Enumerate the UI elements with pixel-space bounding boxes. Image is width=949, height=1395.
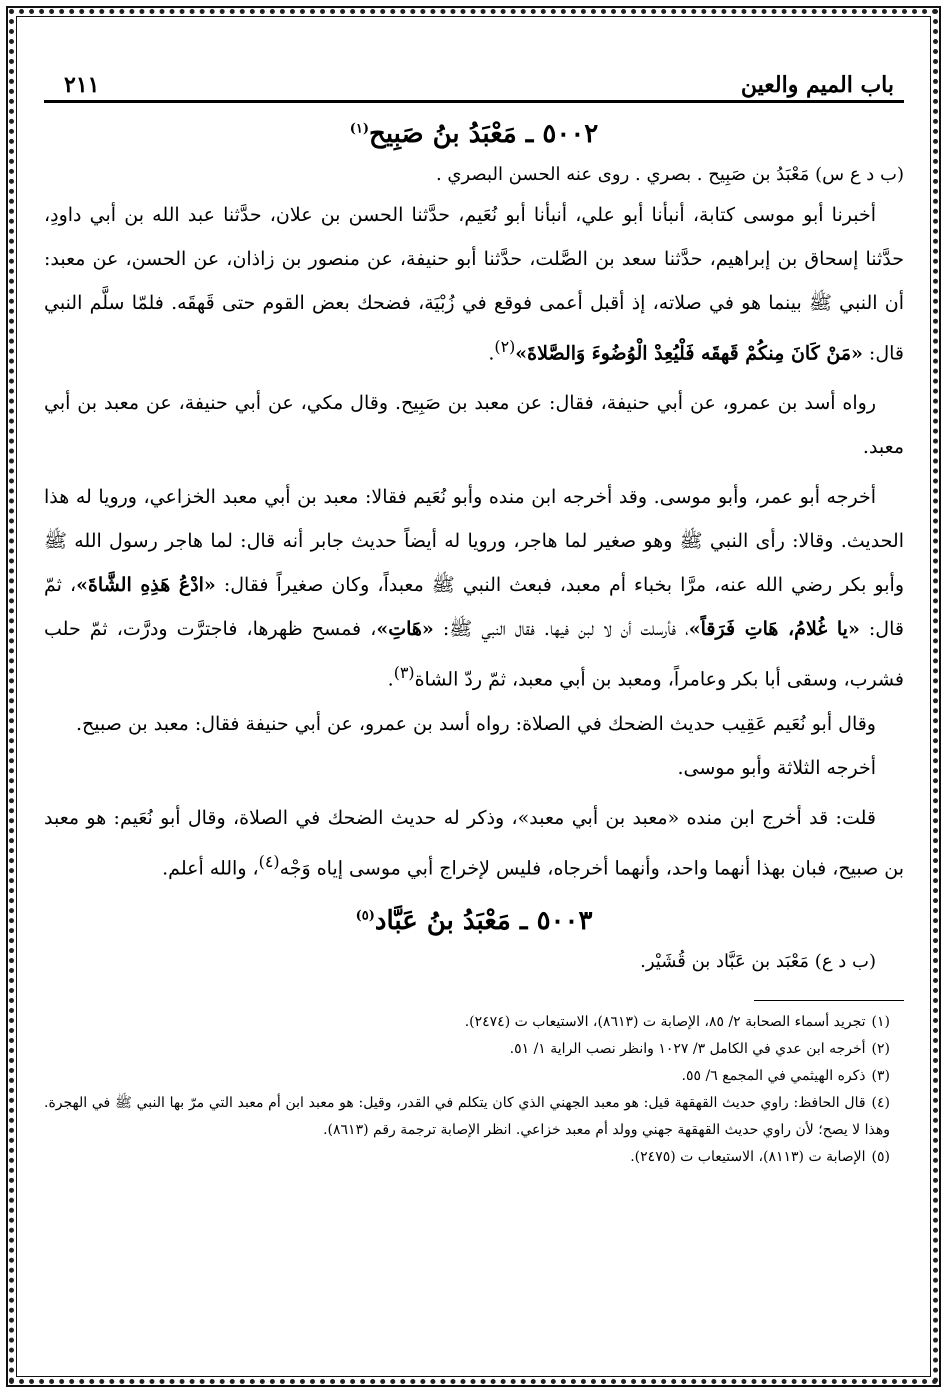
footnote-text: قال الحافظ: راوي حديث القهقهة قيل: هو معبد الجهني الذي كان يتكلم في القدر، وقيل: هو معبد ابن أم معبد التي مرّ بها النبي ﷺ في الهجرة. وهذا لا يصح؛ لأن راوي حديث القهقهة جهني وولد أم معبد خزاعي. انظر الإصابة ترجمة رقم (٨٦١٣).: [44, 1094, 890, 1138]
entry-title-text: ٥٠٠٣ ـ مَعْبَدُ بنُ عَبَّاد: [374, 905, 593, 936]
entry-source-line: (ب د ع س) مَعْبَدُ بن صَبِيح . بصري . روى عنه الحسن البصري .: [435, 164, 904, 185]
paragraph-text: أخبرنا أبو موسى كتابة، أنبأنا أبو علي، أنبأنا أبو نُعَيم، حدَّثنا الحسن بن علان، حدَّثنا عبد الله بن أبي داودِ، حدَّثنا إسحاق بن إبراهيم، حدَّثنا سعد بن الصَّلت، حدَّثنا أبو حنيفة، عن منصور بن زاذان، عن الحسن، عن معبد: أن النبي ﷺ بينما هو في صلاته، إذ أقبل أعمى فوقع في زُبْيَة، فضحك بعض القوم حتى قَهقَه. فلمّا سلَّم النبي قال:: [44, 204, 904, 365]
paragraph-text: ، والله أعلم.: [162, 856, 259, 879]
hadith-quote: «مَنْ كَانَ مِنكُمْ قَهقَه فَلْيُعِدْ الْوُضُوءَ وَالصَّلاةَ»: [515, 342, 863, 365]
paragraph-text: ، ثمّ قال:: [44, 574, 904, 641]
page-number: ٢١١: [64, 72, 100, 98]
footnote-item: [44, 1090, 904, 1144]
paragraph-riwaya: رواه أسد بن عمرو، عن أبي حنيفة، فقال: عن معبد بن صَبِيح. وقال مكي، عن أبي حنيفة، عن معبد بن أبي معبد.: [44, 392, 904, 459]
entry-title-5003: [44, 906, 904, 936]
footnote-item: [44, 1009, 904, 1036]
footnote-item: [44, 1144, 904, 1171]
footnote-ref: (٢): [494, 337, 516, 356]
footnote-ref: (٤): [258, 851, 280, 871]
paragraph-text: أخرجه أبو عمر، وأبو موسى. وقد أخرجه ابن منده وأبو نُعَيم فقالا: معبد بن أبي معبد الخزاعي، ورويا له هذا الحديث. وقالا: رأى النبي ﷺ وهو صغير لما هاجر، ورويا له أيضاً حديث جابر أنه قال: لما هاجر رسول الله ﷺ وأبو بكر رضي الله عنه، مرَّا بخباء أم معبد، فبعث النبي ﷺ معبداً، وكان صغيراً فقال:: [44, 486, 904, 597]
footnote-number: (٤): [871, 1094, 891, 1111]
hadith-quote: «ادْعُ هَذِهِ الشَّاةَ»: [76, 574, 216, 597]
running-title: باب الميم والعين: [740, 72, 894, 98]
footnote-text: الإصابة ت (٨١١٣)، الاستيعاب ت (٢٤٧٥).: [630, 1148, 866, 1165]
paragraph-isnad: أخبرنا أبو موسى كتابة، أنبأنا أبو علي، أنبأنا أبو نُعَيم، حدَّثنا الحسن بن علان، حدَّثنا عبد الله بن أبي داودِ، حدَّثنا إسحاق بن إبراهيم، حدَّثنا سعد بن الصَّلت، حدَّثنا أبو حنيفة، عن منصور بن زاذان، عن الحسن، عن معبد: أن النبي ﷺ بينما هو في صلاته، إذ أقبل أعمى فوقع في زُبْيَة، فضحك بعض القوم حتى قَهقَه. فلمّا سلَّم النبي قال: «مَنْ كَانَ مِنكُمْ قَهقَه فَلْيُعِدْ الْوُضُوءَ وَالصَّلاةَ»$^{(٢)}$.: [44, 204, 904, 365]
footnote-ref: (٣): [393, 663, 415, 683]
footnote-ref: (٥): [355, 908, 375, 924]
footnote-item: [44, 1036, 904, 1063]
paragraph-takhrij: أخرجه أبو عمر، وأبو موسى. وقد أخرجه ابن منده وأبو نُعَيم فقالا: معبد بن أبي معبد الخزاعي، ورويا له هذا الحديث. وقالا: رأى النبي ﷺ وهو صغير لما هاجر، ورويا له أيضاً حديث جابر أنه قال: لما هاجر رسول الله ﷺ وأبو بكر رضي الله عنه، مرَّا بخباء أم معبد، فبعث النبي ﷺ معبداً، وكان صغيراً فقال: «ادْعُ هَذِهِ الشَّاةَ»، ثمّ قال: «يا غُلامُ، هَاتِ فَرَقاً»، فأرسلت أن لا لبن فيها. فقال النبي ﷺ: «هَاتِ»، فمسح ظهرها، فاجترَّت ودرَّت، ثمّ حلب فشرب، وسقى أبا بكر وعامراً، ومعبد بن أبي معبد، ثمّ ردّ الشاة$^{(٣)}$.: [44, 486, 904, 691]
footnote-text: تجريد أسماء الصحابة ٢/ ٨٥، الإصابة ت (٨٦١٣)، الاستيعاب ت (٢٤٧٤).: [464, 1013, 866, 1030]
footnote-number: (٥): [871, 1148, 890, 1165]
footnote-item: [44, 1063, 904, 1090]
entry-title-text: ٥٠٠٢ ـ مَعْبَدُ بنُ صَبِيح: [369, 119, 599, 149]
footnotes: [44, 1009, 904, 1171]
entry-title-5002: [44, 119, 904, 149]
page-content: [44, 60, 904, 1360]
footnote-divider: [754, 1000, 904, 1001]
paragraph-akhrajahu: أخرجه الثلاثة وأبو موسى.: [677, 756, 876, 779]
hadith-quote: «هَاتِ»: [376, 618, 434, 641]
footnote-number: (١): [871, 1013, 890, 1030]
paragraph-text: ، فأرسلت أن لا لبن فيها. فقال النبي ﷺ:: [442, 618, 689, 641]
paragraph-text: قلت: قد أخرج ابن منده «معبد بن أبي معبد»، وذكر له حديث الضحك في الصلاة، وقال أبو نُعَيم: هو معبد بن صبيح، فبان بهذا أنهما واحد، وأنهما أخرجاه، فليس لإخراج أبي موسى إياه وَجْه: [44, 806, 904, 879]
footnote-text: أخرجه ابن عدي في الكامل ٣/ ١٠٢٧ وانظر نصب الراية ١/ ٥١.: [509, 1040, 866, 1057]
hadith-quote: «يا غُلامُ، هَاتِ فَرَقاً»: [688, 618, 860, 641]
entry-source-line: (ب د ع) مَعْبَد بن عَبَّاد بن قُشَيْر.: [640, 950, 876, 972]
page-header: [44, 60, 904, 103]
paragraph-text: ، فمسح ظهرها، فاجترَّت ودرَّت، ثمّ حلب فشرب، وسقى أبا بكر وعامراً، ومعبد بن أبي معبد، ثمّ ردّ الشاة: [44, 618, 904, 691]
footnote-number: (٣): [871, 1067, 890, 1084]
footnote-ref: (١): [349, 121, 370, 137]
paragraph-qultu: [44, 796, 904, 890]
paragraph-abu-nuaym: وقال أبو نُعَيم عَقِيب حديث الضحك في الصلاة: رواه أسد بن عمرو، عن أبي حنيفة فقال: معبد بن صبيح.: [76, 712, 876, 735]
footnote-number: (٢): [871, 1040, 890, 1057]
footnote-text: ذكره الهيثمي في المجمع ٦/ ٥٥.: [681, 1067, 866, 1084]
